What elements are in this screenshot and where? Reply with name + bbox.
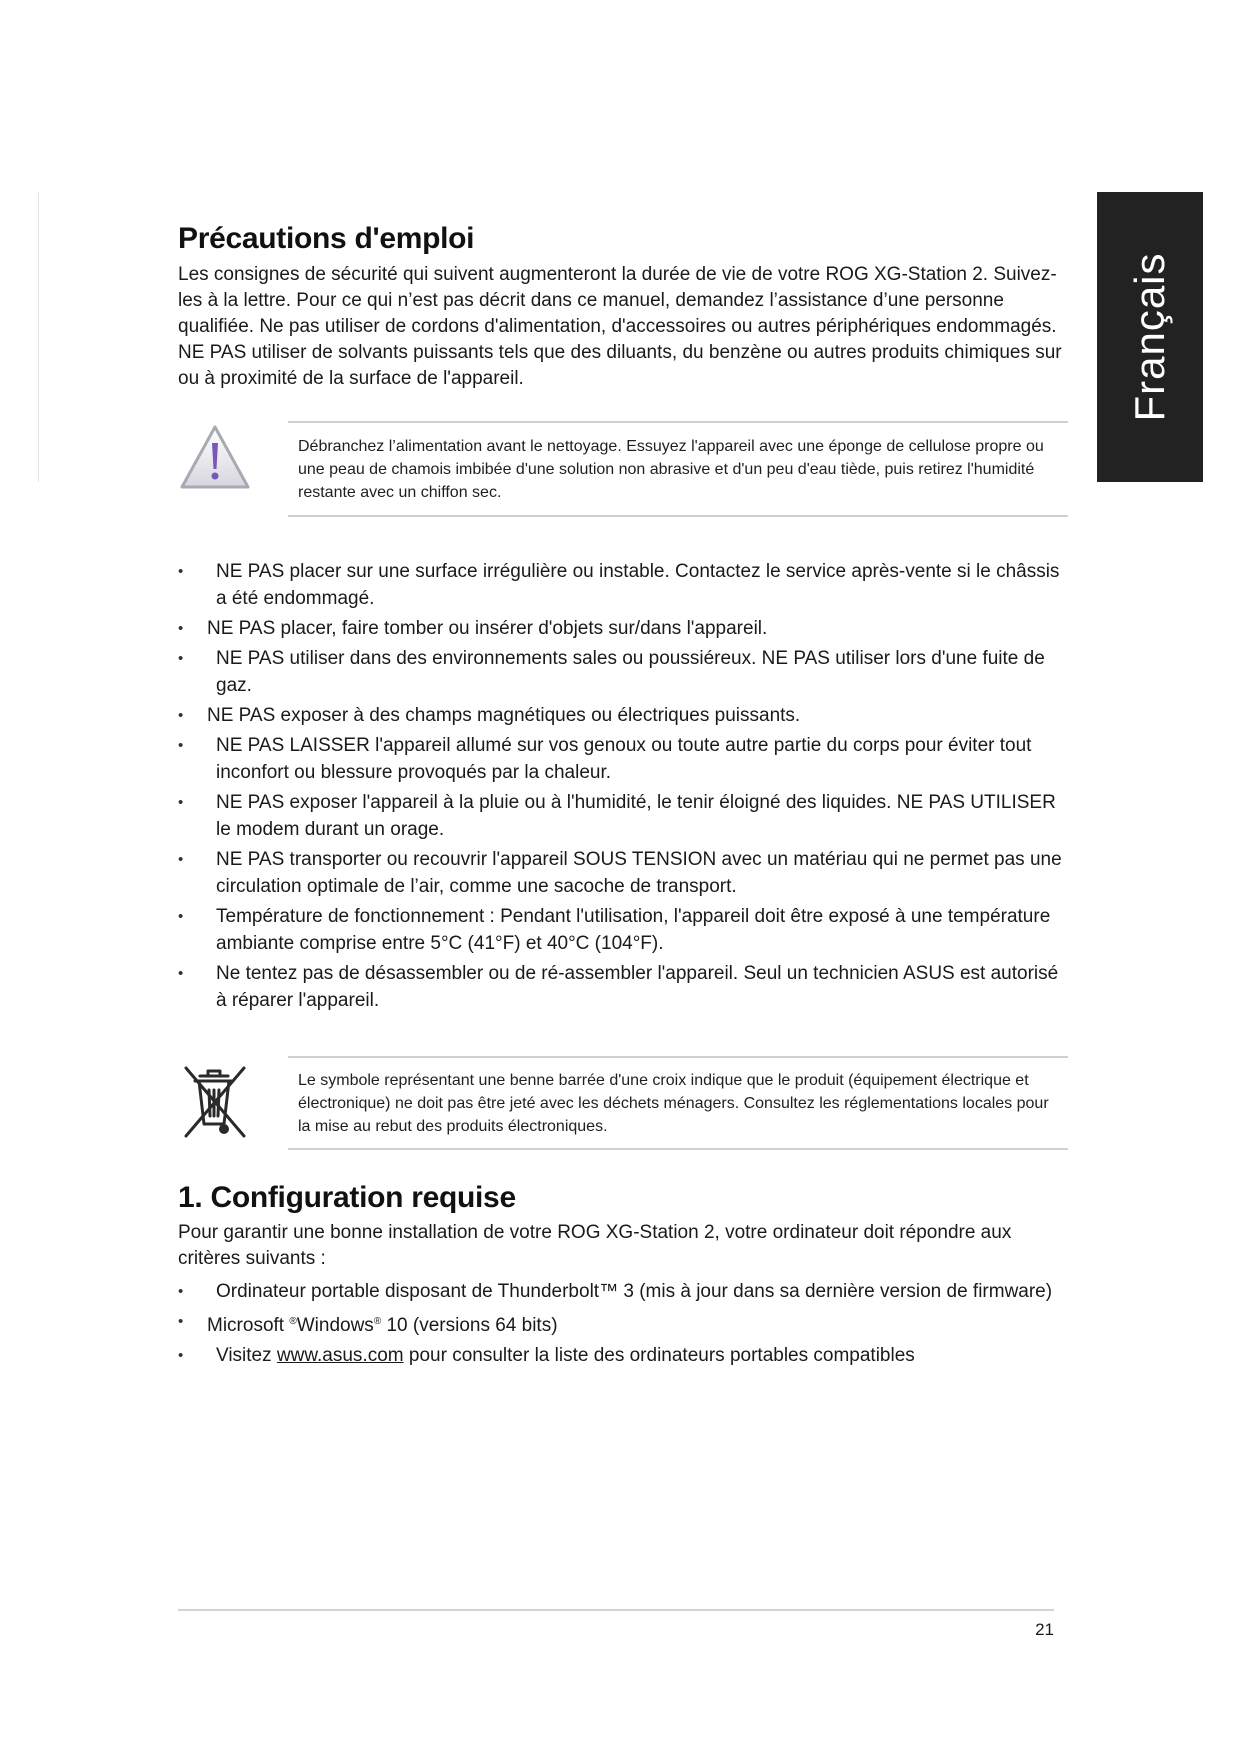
warning-triangle-icon xyxy=(178,421,252,498)
requirement-text: 10 (versions 64 bits) xyxy=(381,1315,558,1336)
list-item: • Température de fonctionnement : Pendant l'utilisation, l'appareil doit être exposé à une température ambiante comprise entre 5°C (41°F) et 40°C (104°F). xyxy=(178,903,1068,957)
crossed-bin-icon xyxy=(178,1062,250,1147)
language-tab-label: Français xyxy=(1126,252,1173,422)
precautions-list-container xyxy=(178,558,1068,1017)
requirements-list xyxy=(178,1278,1068,1369)
section-title: Précautions d'emploi xyxy=(178,222,475,255)
requirement-text: Windows xyxy=(296,1315,374,1336)
list-item: • NE PAS utiliser dans des environnements sales ou poussiéreux. NE PAS utiliser lors d'une fuite de gaz. xyxy=(178,645,1068,699)
precautions-section xyxy=(178,222,1068,392)
list-item: • NE PAS placer, faire tomber ou insérer d'objets sur/dans l'appareil. xyxy=(178,615,1068,642)
requirement-text: Microsoft xyxy=(207,1315,285,1336)
list-item: • NE PAS exposer l'appareil à la pluie ou à l'humidité, le tenir éloigné des liquides. NE PAS UTILISER le modem durant un orage. xyxy=(178,789,1068,843)
registered-mark: ® xyxy=(373,1316,382,1327)
footer-rule xyxy=(178,1609,1054,1611)
list-item: • NE PAS exposer à des champs magnétiques ou électriques puissants. xyxy=(178,702,1068,729)
section-intro: Pour garantir une bonne installation de votre ROG XG-Station 2, votre ordinateur doit répondre aux critères suivants : xyxy=(178,1222,1012,1269)
page-number: 21 xyxy=(1035,1620,1054,1639)
list-item: • NE PAS LAISSER l'appareil allumé sur vos genoux ou toute autre partie du corps pour éviter tout inconfort ou blessure provoqués par la chaleur. xyxy=(178,732,1068,786)
weee-note xyxy=(178,1056,1068,1150)
asus-website-link[interactable]: www.asus.com xyxy=(276,1345,404,1366)
requirement-text: pour consulter la liste des ordinateurs portables compatibles xyxy=(403,1345,915,1366)
requirements-section xyxy=(178,1181,1068,1372)
language-tab xyxy=(1097,192,1203,482)
list-item xyxy=(178,1308,1068,1339)
list-item: • NE PAS placer sur une surface irrégulière ou instable. Contactez le service après-vente si le châssis a été endommagé. xyxy=(178,558,1068,612)
registered-mark: ® xyxy=(289,1316,297,1327)
list-item: • Ordinateur portable disposant de Thunderbolt™ 3 (mis à jour dans sa dernière version de firmware) xyxy=(178,1278,1068,1305)
precautions-list xyxy=(178,558,1068,1014)
weee-note-text: Le symbole représentant une benne barrée d'une croix indique que le produit (équipement électrique et électronique) ne doit pas être jeté avec les déchets ménagers. Consultez les réglementations locales pour la mise au rebut des produits électroniques. xyxy=(298,1072,1049,1135)
requirement-text: Visitez xyxy=(216,1345,277,1366)
warning-note xyxy=(178,421,1068,517)
section-intro: Les consignes de sécurité qui suivent augmenteront la durée de vie de votre ROG XG-Station 2. Suivez-les à la lettre. Pour ce qui n’est pas décrit dans ce manuel, demandez l’assistance d’une personne qualifiée. Ne pas utiliser de cordons d'alimentation, d'accessoires ou autres périphériques endommagés. NE PAS utiliser de solvants puissants tels que des diluants, du benzène ou autres produits chimiques sur ou à proximité de la surface de l'appareil. xyxy=(178,264,1062,389)
warning-note-text: Débranchez l’alimentation avant le nettoyage. Essuyez l'appareil avec une éponge de cellulose propre ou une peau de chamois imbibée d'une solution non abrasive et d'un peu d'eau tiède, puis retirez l'humidité restante avec un chiffon sec. xyxy=(298,438,1044,501)
list-item: • Ne tentez pas de désassembler ou de ré-assembler l'appareil. Seul un technicien ASUS est autorisé à réparer l'appareil. xyxy=(178,960,1068,1014)
list-item: • NE PAS transporter ou recouvrir l'appareil SOUS TENSION avec un matériau qui ne permet pas une circulation optimale de l’air, comme une sacoche de transport. xyxy=(178,846,1068,900)
section-title: 1. Configuration requise xyxy=(178,1181,516,1214)
left-margin-rule xyxy=(38,192,39,482)
list-item xyxy=(178,1342,1068,1369)
